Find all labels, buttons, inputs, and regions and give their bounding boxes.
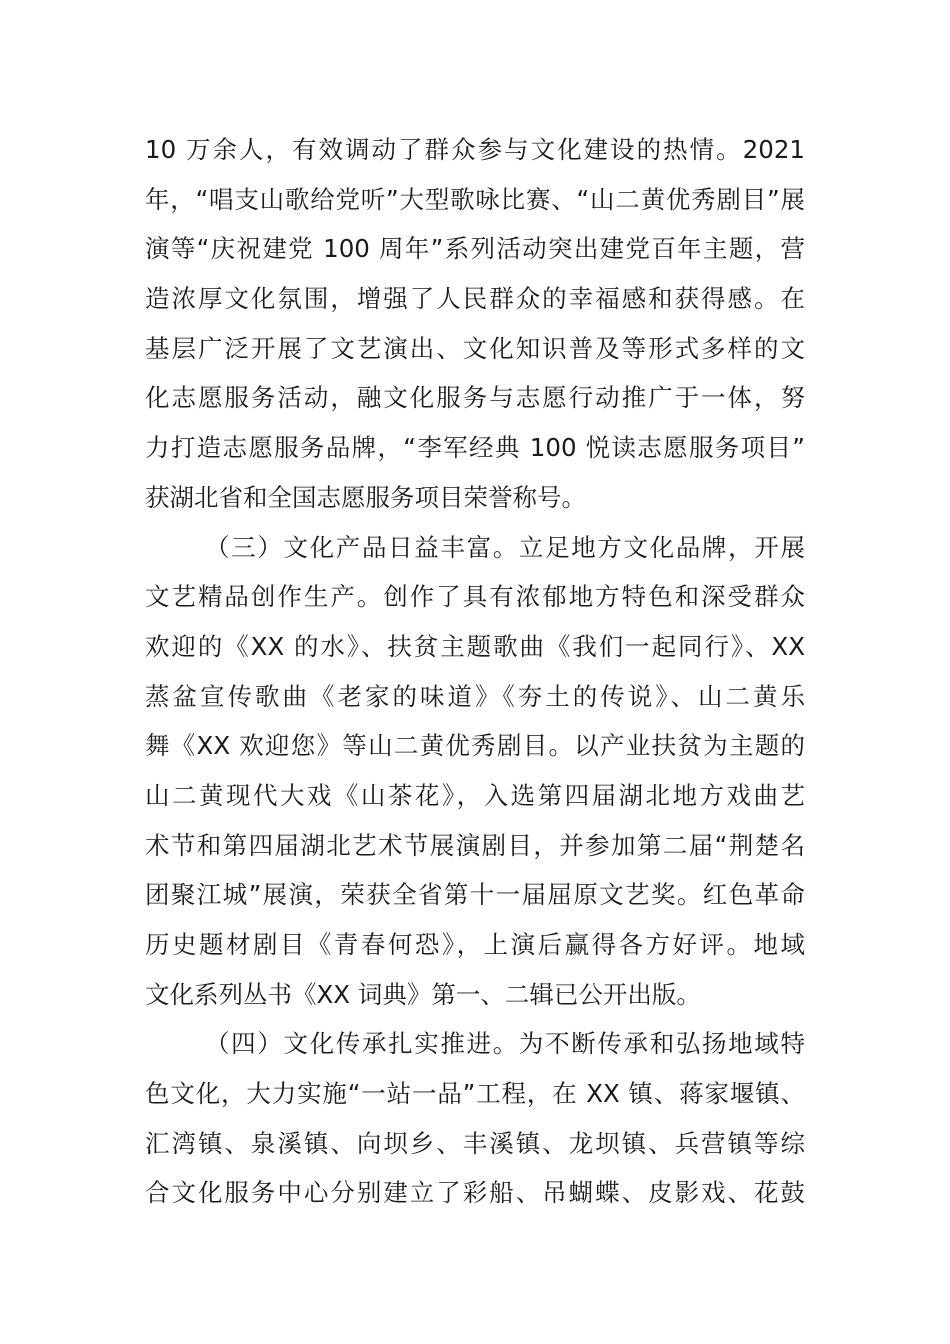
text-line: 文化系列丛书《XX 词典》第一、二辑已公开出版。 <box>145 979 701 1009</box>
document-body <box>145 125 805 1218</box>
text-line: 力打造志愿服务品牌，“李军经典 100 悦读志愿服务项目” <box>145 433 805 463</box>
text-line: 团聚江城”展演，荣获全省第十一届屈原文艺奖。红色革命 <box>145 880 805 910</box>
text-line: 蒸盆宣传歌曲《老家的味道》《夯土的传说》、山二黄乐 <box>145 681 805 711</box>
section-heading-line: （四）文化传承扎实推进。为不断传承和弘扬地域特 <box>205 1029 805 1059</box>
text-line: 合文化服务中心分别建立了彩船、吊蝴蝶、皮影戏、花鼓 <box>145 1178 805 1208</box>
text-line: 获湖北省和全国志愿服务项目荣誉称号。 <box>145 482 586 512</box>
text-line: 10 万余人，有效调动了群众参与文化建设的热情。2021 <box>145 135 805 164</box>
text-line: 汇湾镇、泉溪镇、向坝乡、丰溪镇、龙坝镇、兵营镇等综 <box>145 1128 805 1158</box>
text-line: 演等“庆祝建党 100 周年”系列活动突出建党百年主题，营 <box>145 234 805 264</box>
section-heading-line: （三）文化产品日益丰富。立足地方文化品牌，开展 <box>205 532 805 562</box>
text-line: 色文化，大力实施“一站一品”工程，在 XX 镇、蒋家堰镇、 <box>145 1079 805 1109</box>
text-line: 山二黄现代大戏《山茶花》，入选第四届湖北地方戏曲艺 <box>145 780 805 810</box>
text-line: 文艺精品创作生产。创作了具有浓郁地方特色和深受群众 <box>145 582 805 612</box>
text-line: 舞《XX 欢迎您》等山二黄优秀剧目。以产业扶贫为主题的 <box>145 731 805 761</box>
text-line: 年，“唱支山歌给党听”大型歌咏比赛、“山二黄优秀剧目”展 <box>145 184 805 214</box>
text-line: 术节和第四届湖北艺术节展演剧目，并参加第二届“荆楚名 <box>145 830 805 860</box>
text-line: 历史题材剧目《青春何恐》，上演后赢得各方好评。地域 <box>145 930 805 959</box>
text-line: 造浓厚文化氛围，增强了人民群众的幸福感和获得感。在 <box>145 284 805 314</box>
text-line: 化志愿服务活动，融文化服务与志愿行动推广于一体，努 <box>145 383 805 413</box>
text-line: 基层广泛开展了文艺演出、文化知识普及等形式多样的文 <box>145 333 805 363</box>
text-line: 欢迎的《XX 的水》、扶贫主题歌曲《我们一起同行》、XX <box>145 631 805 661</box>
